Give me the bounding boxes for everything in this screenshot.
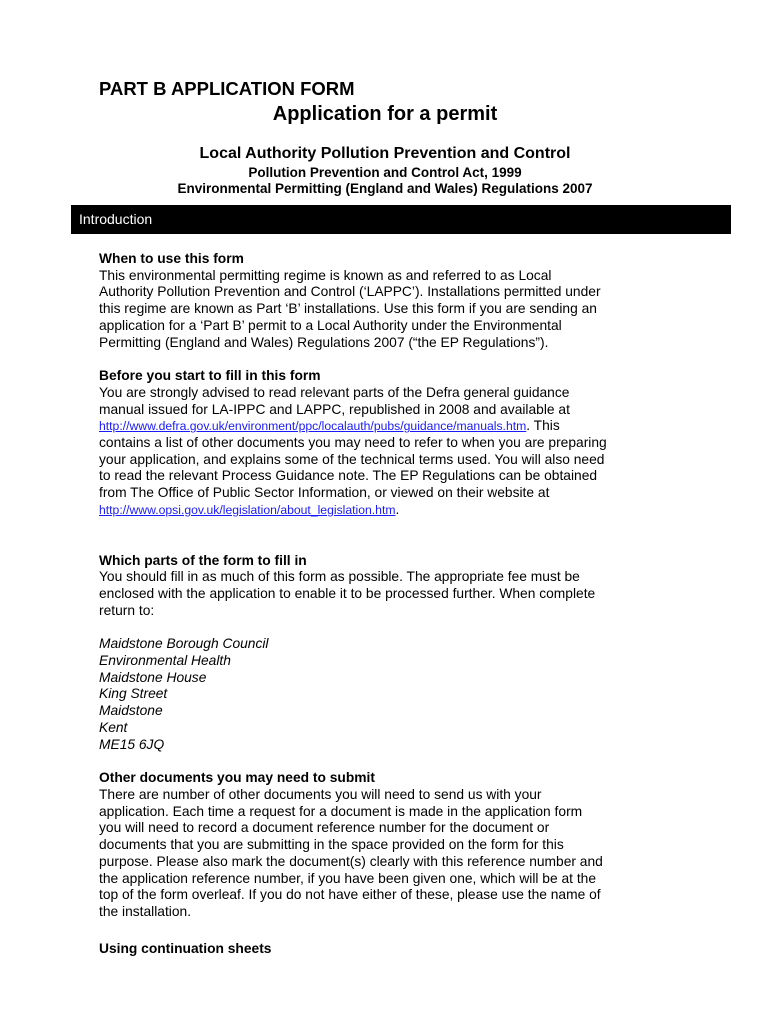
- section-heading: Other documents you may need to submit: [99, 770, 375, 786]
- paragraph-line: You should fill in as much of this form as possible. The appropriate fee must be: [99, 569, 580, 585]
- section-other-documents: [99, 770, 679, 920]
- section-when-to-use: [99, 251, 679, 351]
- subtitle-regulations: Environmental Permitting (England and Wales) Regulations 2007: [177, 181, 593, 196]
- section-heading: When to use this form: [99, 251, 244, 266]
- address-line: Maidstone: [99, 703, 163, 719]
- paragraph-line: enclosed with the application to enable it to be processed further. When complete: [99, 585, 596, 601]
- document-body: [99, 251, 679, 957]
- section-heading: Before you start to fill in this form: [99, 368, 321, 384]
- paragraph-line: documents that you are submitting in the space provided on the form for this: [99, 837, 564, 853]
- paragraph-line: purpose. Please also mark the document(s) clearly with this reference number and: [99, 853, 603, 869]
- paragraph-line-with-link: [99, 418, 679, 435]
- paragraph-line: return to:: [99, 602, 155, 618]
- paragraph-line: your application, and explains some of the technical terms used. You will also need: [99, 451, 605, 467]
- paragraph-line: top of the form overleaf. If you do not have either of these, please use the name of: [99, 887, 601, 903]
- paragraph-line: application. Each time a request for a document is made in the application form: [99, 803, 583, 819]
- page-title: Application for a permit: [272, 103, 498, 125]
- spacer: [99, 536, 679, 553]
- address-line: Maidstone Borough Council: [99, 636, 269, 652]
- paragraph-line-with-link: [99, 502, 679, 519]
- address-line: ME15 6JQ: [99, 736, 165, 752]
- paragraph-line: manual issued for LA-IPPC and LAPPC, republished in 2008 and available at: [99, 401, 570, 417]
- form-title: PART B APPLICATION FORM: [99, 78, 355, 99]
- paragraph-line: the installation.: [99, 903, 192, 919]
- section-heading-continuation: Using continuation sheets: [99, 940, 272, 956]
- paragraph-line: contains a list of other documents you may need to refer to when you are preparing: [99, 435, 607, 451]
- paragraph-line: application for a ‘Part B’ permit to a Local Authority under the Environmental: [99, 317, 562, 333]
- address-line: King Street: [99, 686, 168, 702]
- paragraph-line: the application reference number, if you have been given one, which will be at the: [99, 870, 597, 886]
- address-line: Environmental Health: [99, 653, 231, 669]
- paragraph-line: you will need to record a document reference number for the document or: [99, 820, 550, 836]
- paragraph-line: This environmental permitting regime is known as and referred to as Local: [99, 267, 552, 283]
- return-address: [99, 636, 679, 753]
- paragraph-line: Authority Pollution Prevention and Control (‘LAPPC’). Installations permitted under: [99, 284, 601, 300]
- defra-guidance-link[interactable]: http://www.defra.gov.uk/environment/ppc/localauth/pubs/guidance/manuals.htm: [99, 419, 527, 434]
- subtitle-act: Pollution Prevention and Control Act, 1999: [248, 165, 522, 180]
- section-bar-introduction: Introduction: [71, 205, 731, 234]
- address-line: Kent: [99, 719, 128, 735]
- paragraph-line: There are number of other documents you will need to send us with your: [99, 786, 542, 802]
- subtitle-lappc: Local Authority Pollution Prevention and Control: [199, 145, 571, 162]
- section-which-parts: [99, 553, 679, 754]
- link-suffix: .: [395, 501, 400, 517]
- paragraph-line: to read the relevant Process Guidance note. The EP Regulations can be obtained: [99, 468, 598, 484]
- opsi-legislation-link[interactable]: http://www.opsi.gov.uk/legislation/about_legislation.htm: [99, 502, 396, 517]
- section-heading: Which parts of the form to fill in: [99, 552, 307, 568]
- paragraph-line: Permitting (England and Wales) Regulations 2007 (“the EP Regulations”).: [99, 334, 549, 350]
- address-line: Maidstone House: [99, 669, 207, 685]
- section-before-you-start: [99, 368, 679, 518]
- link-suffix: . This: [526, 418, 560, 434]
- paragraph-line: this regime are known as Part ‘B’ installations. Use this form if you are sending an: [99, 301, 597, 317]
- paragraph-line: You are strongly advised to read relevant parts of the Defra general guidance: [99, 384, 570, 400]
- paragraph-line: from The Office of Public Sector Information, or viewed on their website at: [99, 485, 550, 501]
